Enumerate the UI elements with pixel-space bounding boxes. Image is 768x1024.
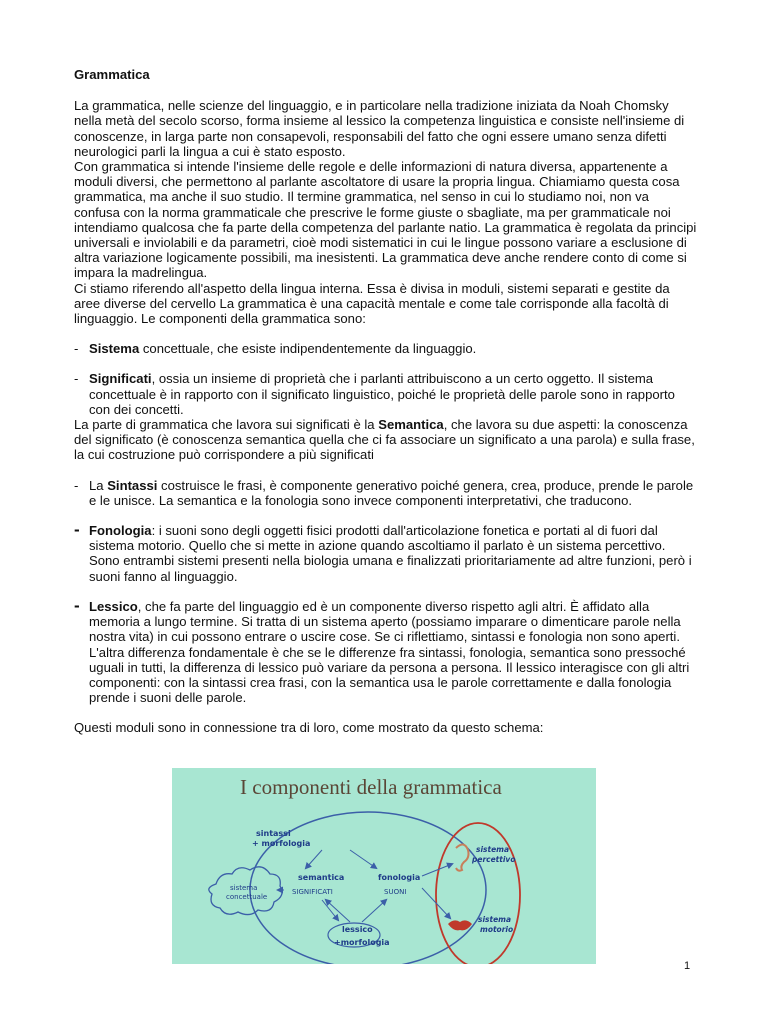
term-sintassi: Sintassi bbox=[107, 477, 158, 493]
label-sistema-percettivo-2: percettivo bbox=[472, 855, 516, 864]
paragraph-semantica: La parte di grammatica che lavora sui significati è la Semantica, che lavora su due aspetti: la conoscenza del significato (è conoscenza semantica quella che ci fa associare un significato a una parola) e sulla frase, la cui costruzione può corrispondere a più significati bbox=[74, 417, 695, 463]
paragraph-modules: Ci stiamo riferendo all'aspetto della lingua interna. Essa è divisa in moduli, sistemi separati e gestite da aree diverse del cervello La grammatica è una capacità mentale e come tale corrisponde alla facoltà di linguaggio. Le componenti della grammatica sono: bbox=[74, 280, 670, 327]
grammar-components-diagram bbox=[172, 768, 596, 964]
dash-marker: - bbox=[74, 341, 79, 357]
label-morfologia: + morfologia bbox=[252, 839, 311, 848]
label-significati: SIGNIFICATI bbox=[292, 888, 333, 896]
label-lessico: lessico bbox=[342, 925, 373, 934]
arrow-lessico-semantica bbox=[326, 900, 350, 922]
paragraph-definition: Con grammatica si intende l'insieme delle regole e delle informazioni di natura diversa, appartenente a moduli diversi, che permettono al parlante ascoltatore di usare la propria lingua. Chiamiamo questa cosa grammatica, ma anche il suo studio. Il termine grammatica, nel senso in cui lo studiamo noi, non va confusa con la norma grammaticale che prescrive le forme giuste o sbagliate, ma per grammaticale noi intendiamo qualcosa che fa parte della competenza del parlante natio. La grammatica è regolata da principi universali e inviolabili e da parametri, cioè modi sistematici in cui le lingue possono variare a esclusione di altra variazione logicamente possibili, ma inesistenti. La grammatica deve anche rendere conto di come si impara la madrelingua. bbox=[74, 159, 697, 281]
term-semantica: Semantica bbox=[378, 417, 444, 433]
page-number: 1 bbox=[684, 960, 691, 972]
dash-marker: - bbox=[74, 477, 79, 493]
term-significati: Significati bbox=[89, 371, 152, 387]
arrow-lessico-fonologia bbox=[362, 900, 386, 922]
list-item-significati: - Significati, ossia un insieme di proprietà che i parlanti attribuiscono a un certo oggetto. Il sistema concettuale è in rapporto con il significato linguistico, poiché le proprietà delle parole sono in rapporto con dei concetti. bbox=[74, 371, 675, 417]
term-lessico: Lessico bbox=[89, 598, 138, 614]
diagram-title: I componenti della grammatica bbox=[240, 775, 502, 799]
list-item-sistema: - Sistema concettuale, che esiste indipendentemente da linguaggio. bbox=[74, 341, 477, 357]
dash-marker: - bbox=[74, 371, 79, 387]
label-sistema-concettuale-2: concettuale bbox=[226, 893, 268, 901]
term-sistema: Sistema bbox=[89, 341, 140, 357]
list-item-sintassi: - La Sintassi costruisce le frasi, è componente generativo poiché genera, crea, produce, prende le parole e le unisce. La semantica e la fonologia sono invece componenti interpretativi, che traducono. bbox=[74, 477, 694, 508]
document-title: Grammatica bbox=[74, 67, 150, 82]
paragraph-intro: La grammatica, nelle scienze del linguaggio, e in particolare nella tradizione iniziata da Noah Chomsky nella metà del secolo scorso, forma insieme al lessico la competenza linguistica e consiste nell'insieme di conoscenze, in larga parte non consapevoli, responsabili del fatto che ogni essere umano senza difetti neurologici parli la lingua a cui è stato esposto. bbox=[74, 98, 685, 159]
document-body bbox=[74, 67, 698, 736]
label-sistema-motorio-2: motorio bbox=[480, 925, 514, 934]
label-sintassi: sintassi bbox=[256, 829, 291, 838]
term-fonologia: Fonologia bbox=[89, 523, 152, 539]
label-semantica: semantica bbox=[298, 873, 345, 882]
arrow-sintassi-fonologia bbox=[350, 850, 376, 868]
label-sistema-motorio-1: sistema bbox=[478, 915, 512, 924]
dash-marker: - bbox=[74, 595, 80, 615]
paragraph-schema-intro: Questi moduli sono in connessione tra di loro, come mostrato da questo schema: bbox=[74, 720, 544, 736]
label-sistema-concettuale-1: sistema bbox=[230, 884, 258, 892]
mouth-icon bbox=[448, 920, 472, 930]
dash-marker: - bbox=[74, 520, 80, 540]
list-item-fonologia: - Fonologia: i suoni sono degli oggetti fisici prodotti dall'articolazione fonetica e portati al di fuori dal sistema motorio. Quello che si mette in azione quando ascoltiamo il parlato è un sistema percettivo. Sono entrambi sistemi presenti nella biologia umana e finalizzati prioritariamente ad altre funzioni, però i suoni fanno al linguaggio. bbox=[74, 520, 692, 584]
ear-icon bbox=[456, 844, 469, 870]
arrow-sintassi-semantica bbox=[306, 850, 322, 868]
diagram-svg bbox=[172, 768, 596, 964]
label-sistema-percettivo-1: sistema bbox=[476, 845, 510, 854]
label-fonologia: fonologia bbox=[378, 873, 421, 882]
list-item-lessico: - Lessico, che fa parte del linguaggio ed è un componente diverso rispetto agli altri. È affidato alla memoria a lungo termine. Si tratta di un sistema aperto (possiamo imparare o dimenticare parole nella nostra vita) in cui possono entrare o uscire cose. Se ci riflettiamo, sintassi e fonologia non sono aperti. L'altra differenza fondamentale è che se le differenze fra sintassi, fonologia, semantica sono pressoché uguali in tutti, la differenza di lessico può variare da persona a persona. Il lessico interagisce con gli altri componenti: con la sintassi crea frasi, con la semantica usa le parole correttamente e dalla fonologia prende i suoni delle parole. bbox=[74, 595, 690, 706]
label-lessico-morfologia: +morfologia bbox=[334, 938, 390, 947]
label-suoni: SUONI bbox=[384, 888, 407, 896]
